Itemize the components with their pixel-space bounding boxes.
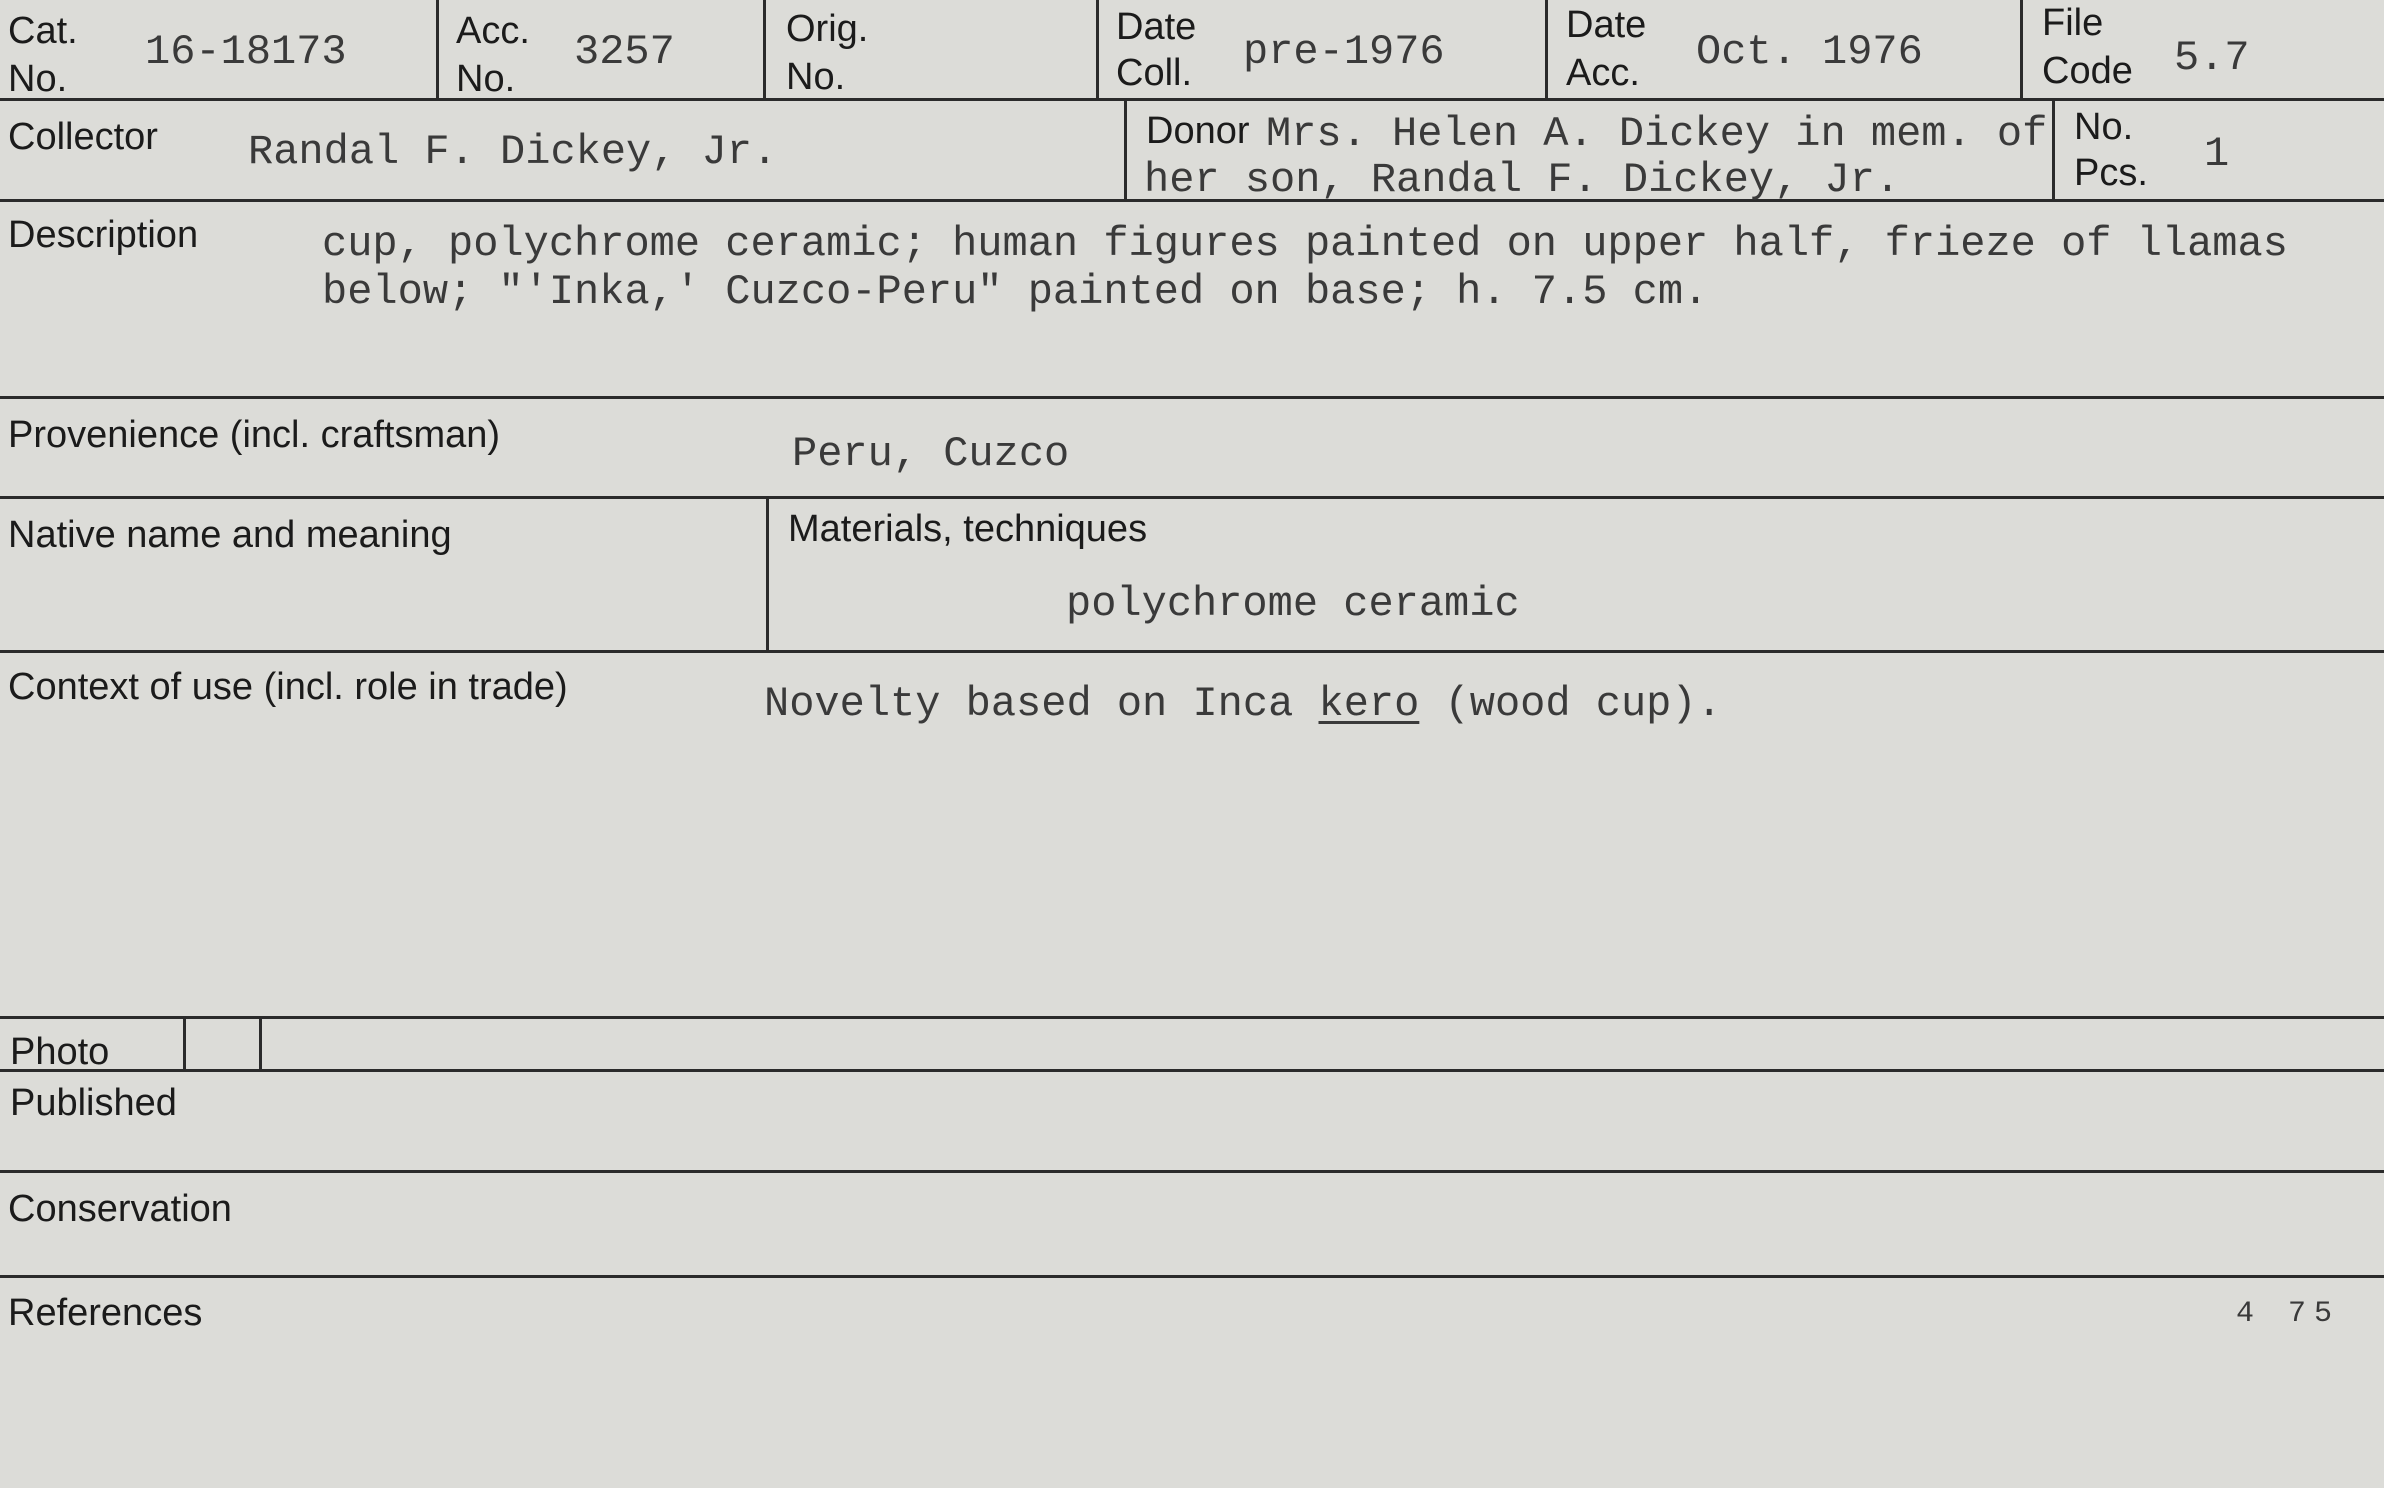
materials-label: Materials, techniques [788,508,1148,550]
divider [763,0,766,99]
divider [0,650,2384,653]
orig-no-label-top: Orig. [786,8,869,50]
divider [1124,99,1127,200]
description-line1: cup, polychrome ceramic; human figures painted on upper half, frieze of llamas [322,220,2288,268]
divider [2020,0,2023,99]
donor-value-line2: her son, Randal F. Dickey, Jr. [1144,156,1901,204]
date-coll-label-top: Date [1116,6,1197,48]
context-label: Context of use (incl. role in trade) [8,666,568,708]
acc-no-value: 3257 [574,28,675,76]
pcs-value: 1 [2204,130,2230,178]
date-coll-value: pre-1976 [1243,28,1445,76]
file-code-value: 5.7 [2174,34,2250,82]
donor-label: Donor [1146,110,1250,152]
pcs-label-bottom: Pcs. [2074,152,2148,194]
divider [259,1017,262,1070]
collector-value: Randal F. Dickey, Jr. [248,128,778,176]
date-coll-label-bottom: Coll. [1116,52,1193,94]
date-acc-value: Oct. 1976 [1696,28,1923,76]
divider [1545,0,1548,99]
context-value [764,680,1722,728]
acc-no-label-top: Acc. [456,10,530,52]
context-value-end: (wood cup). [1419,680,1722,728]
divider [0,1170,2384,1173]
cat-no-value: 16-18173 [145,28,347,76]
file-code-label-bottom: Code [2042,50,2133,92]
date-acc-label-top: Date [1566,4,1647,46]
materials-value: polychrome ceramic [1066,580,1520,628]
orig-no-label-bottom: No. [786,56,846,98]
provenience-label: Provenience (incl. craftsman) [8,414,501,456]
collector-label: Collector [8,116,158,158]
photo-label: Photo [10,1031,110,1073]
description-label: Description [8,214,199,256]
cat-no-label-top: Cat. [8,10,78,52]
references-code: 4 75 [2236,1297,2341,1331]
divider [183,1017,186,1070]
divider [0,1069,2384,1072]
divider [0,396,2384,399]
native-name-label: Native name and meaning [8,514,452,556]
divider [0,98,2384,101]
divider [2052,99,2055,200]
context-value-start: Novelty based on Inca [764,680,1319,728]
divider [1096,0,1099,99]
divider [0,496,2384,499]
divider [436,0,439,99]
references-label: References [8,1292,203,1334]
provenience-value: Peru, Cuzco [792,430,1070,478]
date-acc-label-bottom: Acc. [1566,52,1640,94]
divider [0,1016,2384,1019]
description-line2: below; "'Inka,' Cuzco-Peru" painted on base; h. 7.5 cm. [322,268,1709,316]
divider [0,1275,2384,1278]
published-label: Published [10,1082,177,1124]
pcs-label-top: No. [2074,106,2134,148]
donor-value-line1: Mrs. Helen A. Dickey in mem. of [1266,110,2048,158]
conservation-label: Conservation [8,1188,232,1230]
acc-no-label-bottom: No. [456,58,516,100]
divider [766,497,769,651]
file-code-label-top: File [2042,2,2104,44]
context-value-underlined: kero [1318,680,1420,728]
cat-no-label-bottom: No. [8,58,68,100]
